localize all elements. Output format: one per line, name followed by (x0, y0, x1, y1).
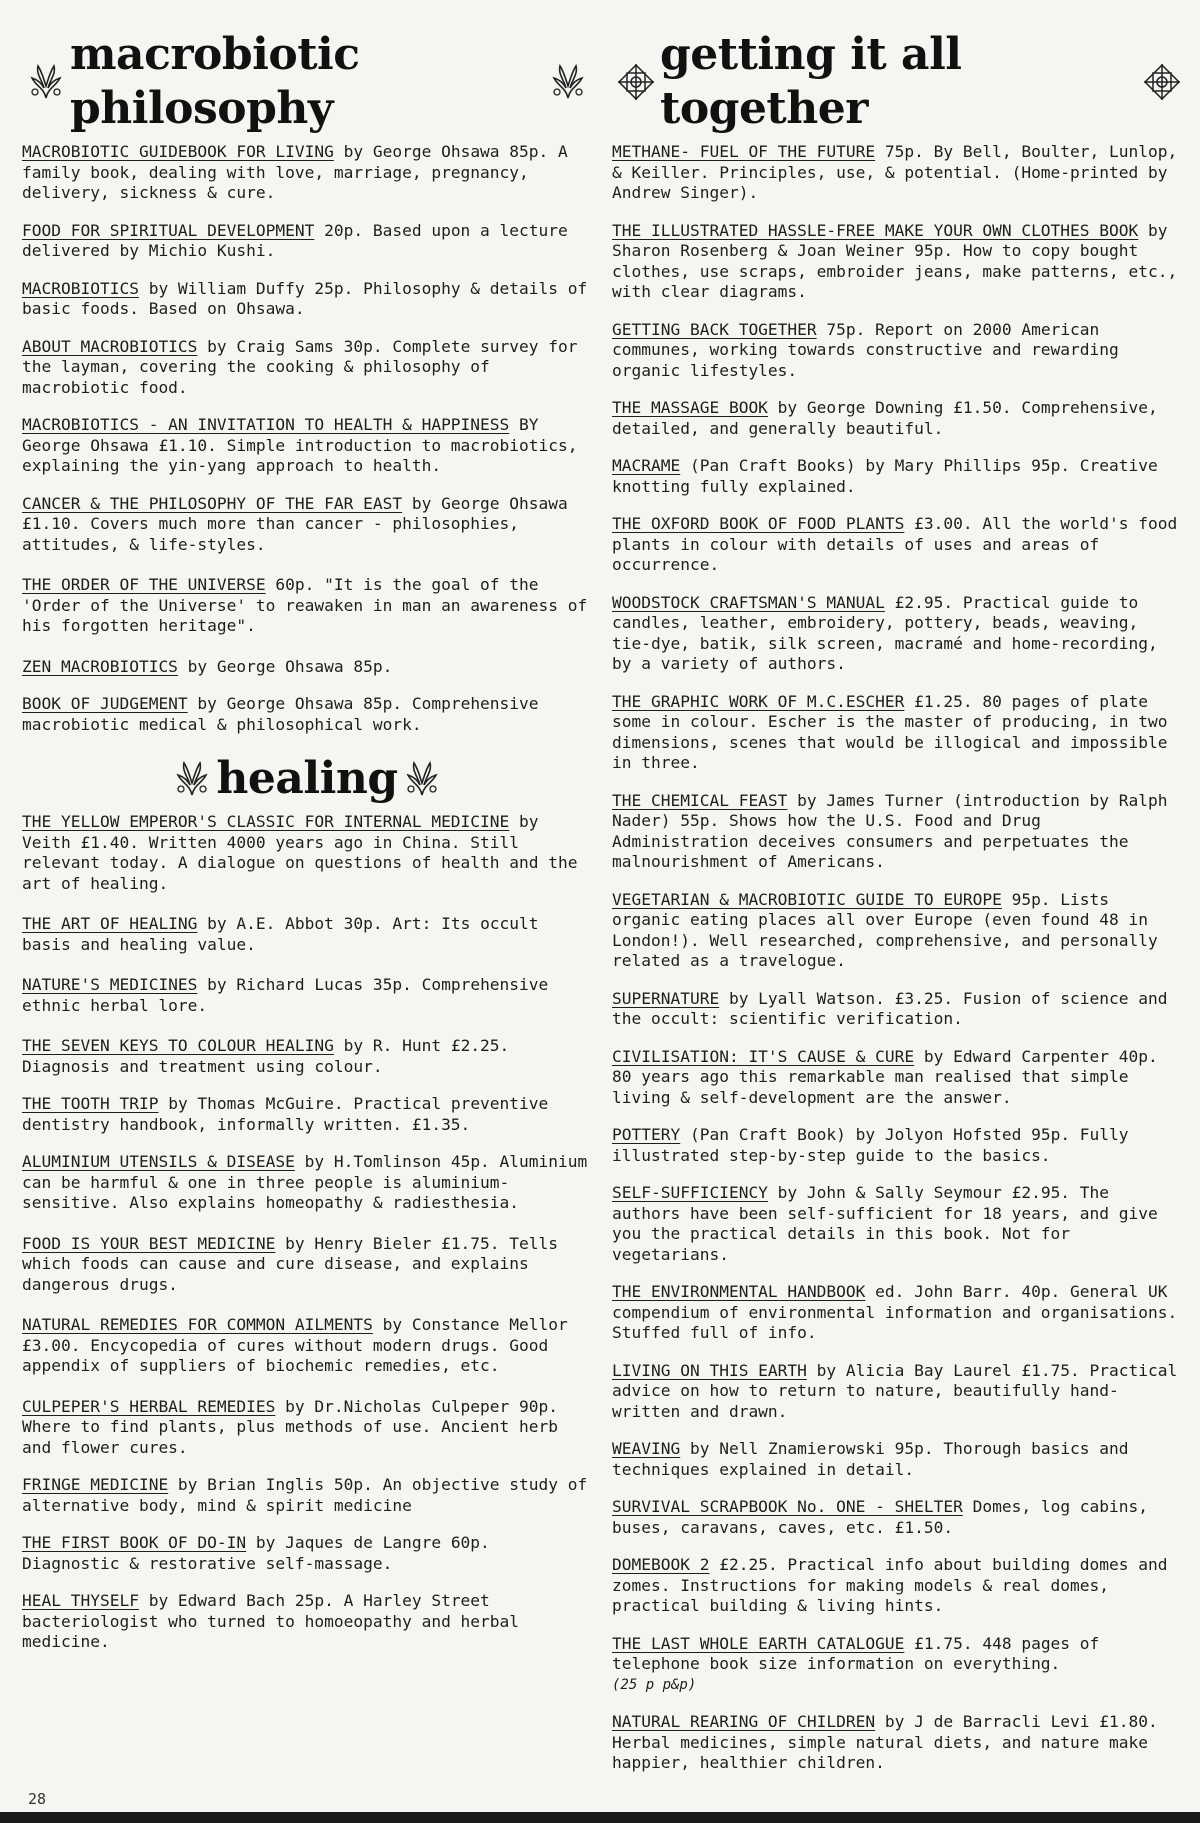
book-description: 75p. By Bell, Boulter, Lunlop, & Keiller. Principles, use, & potential. (Home-printed by Andrew Singer). (612, 142, 1178, 202)
book-title: DOMEBOOK 2 (612, 1555, 710, 1574)
book-title: METHANE- FUEL OF THE FUTURE (612, 142, 876, 161)
book-title: WOODSTOCK CRAFTSMAN'S MANUAL (612, 592, 885, 612)
book-entry (22, 1152, 592, 1214)
book-entry (22, 279, 592, 320)
book-title: THE SEVEN KEYS TO COLOUR HEALING (22, 1036, 334, 1055)
book-entry (22, 494, 592, 556)
book-description: by H.Tomlinson 45p. Aluminium can be harmful & one in three people is aluminium-sensitive. Also explains homeopathy & radiesthesia. (22, 1152, 588, 1212)
book-title: CANCER & THE PHILOSOPHY OF THE FAR EAST (22, 493, 403, 513)
book-description: by Veith £1.40. Written 4000 years ago in China. Still relevant today. A dialogue on questions of health and the art of healing. (22, 812, 578, 893)
book-entry (612, 1282, 1186, 1344)
star-flourish-icon (616, 62, 656, 102)
book-entry (612, 398, 1186, 439)
leaf-flourish-icon (548, 62, 588, 102)
book-title: THE ART OF HEALING (22, 914, 198, 933)
book-description: by A.E. Abbot 30p. Art: Its occult basis and healing value. (22, 914, 539, 954)
book-description: by Dr.Nicholas Culpeper 90p. Where to find plants, plus methods of use. Ancient herb and flower cures. (22, 1396, 559, 1457)
book-entry (612, 1634, 1186, 1696)
book-entry (22, 1397, 592, 1459)
bottom-border (0, 1812, 1200, 1823)
book-title: BOOK OF JUDGEMENT (22, 694, 188, 713)
book-title: THE TOOTH TRIP (22, 1094, 159, 1113)
star-flourish-icon (1142, 62, 1182, 102)
book-entry (612, 320, 1186, 382)
book-description: £2.95. Practical guide to candles, leather, embroidery, pottery, beads, weaving, tie-dye, batik, silk screen, macramé and home-recording, by a variety of authors. (612, 592, 1158, 673)
book-title: FRINGE MEDICINE (22, 1475, 169, 1494)
book-description: 75p. Report on 2000 American communes, working towards constructive and rewarding organic lifestyles. (612, 319, 1119, 380)
leaf-flourish-icon (402, 759, 442, 799)
book-description: by Sharon Rosenberg & Joan Weiner 95p. How to copy bought clothes, use scraps, embroider jeans, make patterns, etc., with clear diagrams. (612, 220, 1178, 301)
book-entry (612, 142, 1186, 204)
book-title: THE OXFORD BOOK OF FOOD PLANTS (612, 514, 905, 533)
book-title: THE GRAPHIC WORK OF M.C.ESCHER (612, 691, 905, 711)
book-description: (Pan Craft Book) by Jolyon Hofsted 95p. Fully illustrated step-by-step guide to the basics. (612, 1125, 1129, 1165)
section-heading-text: healing (216, 753, 398, 804)
book-title: THE LAST WHOLE EARTH CATALOGUE (612, 1633, 905, 1653)
book-entry (612, 890, 1186, 972)
book-entry (22, 221, 592, 262)
book-description: by George Ohsawa 85p. Comprehensive macrobiotic medical & philosophical work. (22, 694, 539, 734)
book-title: FOOD IS YOUR BEST MEDICINE (22, 1233, 276, 1253)
book-title: THE FIRST BOOK OF DO-IN (22, 1533, 247, 1552)
book-description: by John & Sally Seymour £2.95. The authors have been self-sufficient for 18 years, and give you the practical details in this book. Not for vegetarians. (612, 1183, 1158, 1264)
book-entry (22, 1315, 592, 1377)
book-title: THE MASSAGE BOOK (612, 398, 768, 417)
book-description: by Alicia Bay Laurel £1.75. Practical advice on how to return to nature, beautifully hand-written and drawn. (612, 1360, 1178, 1421)
book-description: £1.75. 448 pages of telephone book size information on everything. (612, 1633, 1100, 1673)
book-title: FOOD FOR SPIRITUAL DEVELOPMENT (22, 220, 315, 240)
left-column (22, 28, 592, 1670)
book-description: by J de Barracli Levi £1.80. Herbal medicines, simple natural diets, and nature make happier, healthier children. (612, 1712, 1158, 1772)
book-entry (22, 1036, 592, 1077)
book-title: GETTING BACK TOGETHER (612, 319, 817, 339)
macrobiotic-heading (22, 28, 592, 136)
book-title: THE YELLOW EMPEROR'S CLASSIC FOR INTERNAL MEDICINE (22, 812, 510, 831)
book-entry (22, 914, 592, 955)
book-entry (22, 1533, 592, 1574)
book-title: NATURAL REARING OF CHILDREN (612, 1712, 876, 1731)
book-title: MACROBIOTIC GUIDEBOOK FOR LIVING (22, 142, 334, 161)
book-description: by Craig Sams 30p. Complete survey for the layman, covering the cooking & philosophy of macrobiotic food. (22, 336, 578, 397)
book-title: ABOUT MACROBIOTICS (22, 336, 198, 356)
book-title: SUPERNATURE (612, 988, 720, 1008)
book-entry (22, 575, 592, 637)
page-number: 28 (28, 1790, 47, 1808)
book-entry (22, 812, 592, 894)
book-description: by Edward Carpenter 40p. 80 years ago this remarkable man realised that simple living & self-development are the answer. (612, 1046, 1158, 1107)
book-entry (612, 1712, 1186, 1774)
book-entry (22, 142, 592, 204)
book-description: 20p. Based upon a lecture delivered by Michio Kushi. (22, 220, 568, 260)
book-description: ed. John Barr. 40p. General UK compendium of environmental information and organisations. Stuffed full of info. (612, 1282, 1178, 1342)
book-description: by George Ohsawa 85p. A family book, dealing with love, marriage, pregnancy, delivery, sickness & cure. (22, 142, 568, 202)
book-description: by Lyall Watson. £3.25. Fusion of science and the occult: scientific verification. (612, 988, 1168, 1028)
together-heading (612, 28, 1186, 136)
section-heading-text: getting it all together (660, 29, 962, 134)
book-description: 60p. "It is the goal of the 'Order of the Universe' to reawaken in man an awareness of his forgotten heritage". (22, 575, 588, 635)
book-description: BY George Ohsawa £1.10. Simple introduction to macrobiotics, explaining the yin-yang approach to health. (22, 415, 578, 475)
book-entry (22, 1094, 592, 1135)
book-title: VEGETARIAN & MACROBIOTIC GUIDE TO EUROPE (612, 889, 1002, 909)
book-description: (Pan Craft Books) by Mary Phillips 95p. Creative knotting fully explained. (612, 456, 1158, 496)
book-title: MACROBIOTICS (22, 278, 139, 298)
healing-heading (22, 752, 592, 806)
book-title: SURVIVAL SCRAPBOOK No. ONE - SHELTER (612, 1497, 963, 1516)
book-entry (22, 1234, 592, 1296)
book-entry (22, 337, 592, 399)
book-entry (612, 221, 1186, 303)
book-entry (612, 593, 1186, 675)
book-entry (612, 989, 1186, 1030)
book-entry (612, 1497, 1186, 1538)
book-description: Domes, log cabins, buses, caravans, caves, etc. £1.50. (612, 1497, 1149, 1537)
book-entry (22, 694, 592, 735)
book-entry (612, 1439, 1186, 1480)
book-entry (612, 1361, 1186, 1423)
book-entry (612, 514, 1186, 576)
book-description: by Nell Znamierowski 95p. Thorough basics and techniques explained in detail. (612, 1439, 1129, 1479)
book-description: by Henry Bieler £1.75. Tells which foods can cause and cure disease, and explains dangerous drugs. (22, 1233, 559, 1294)
book-title: ALUMINIUM UTENSILS & DISEASE (22, 1152, 295, 1171)
book-entry (612, 1183, 1186, 1265)
book-description: 95p. Lists organic eating places all over Europe (even found 48 in London!). Well researched, comprehensive, and personally related as a travelogue. (612, 889, 1158, 970)
book-entry (612, 791, 1186, 873)
book-description: by Jaques de Langre 60p. Diagnostic & restorative self-massage. (22, 1533, 490, 1573)
book-entry (612, 1555, 1186, 1617)
book-title: CIVILISATION: IT'S CAUSE & CURE (612, 1046, 915, 1066)
book-title: HEAL THYSELF (22, 1591, 139, 1610)
leaf-flourish-icon (172, 759, 212, 799)
book-description: by George Downing £1.50. Comprehensive, detailed, and generally beautiful. (612, 398, 1158, 438)
right-column (612, 28, 1186, 1791)
book-title: NATURAL REMEDIES FOR COMMON AILMENTS (22, 1315, 373, 1334)
book-title: POTTERY (612, 1125, 681, 1144)
book-description: by George Ohsawa 85p. (177, 656, 393, 676)
book-description: by William Duffy 25p. Philosophy & details of basic foods. Based on Ohsawa. (22, 278, 588, 318)
book-entry (22, 415, 592, 477)
leaf-flourish-icon (26, 62, 66, 102)
book-description: by Edward Bach 25p. A Harley Street bacteriologist who turned to homoeopathy and herbal medicine. (22, 1591, 520, 1651)
book-title: ZEN MACROBIOTICS (22, 656, 178, 676)
book-title: CULPEPER'S HERBAL REMEDIES (22, 1396, 276, 1416)
book-title: WEAVING (612, 1439, 681, 1458)
book-description: by Constance Mellor £3.00. Encycopedia of cures without modern drugs. Good appendix of suppliers of biochemic remedies, etc. (22, 1315, 568, 1375)
book-description: by Thomas McGuire. Practical preventive dentistry handbook, informally written. £1.35. (22, 1094, 549, 1134)
book-entry (22, 1591, 592, 1653)
book-title: THE ENVIRONMENTAL HANDBOOK (612, 1282, 866, 1301)
book-description: by Richard Lucas 35p. Comprehensive ethnic herbal lore. (22, 975, 549, 1015)
book-title: MACROBIOTICS - AN INVITATION TO HEALTH & HAPPINESS (22, 415, 510, 434)
book-description: £3.00. All the world's food plants in colour with details of uses and areas of occurrence. (612, 514, 1178, 574)
book-entry (22, 657, 592, 678)
book-description: by Brian Inglis 50p. An objective study of alternative body, mind & spirit medicine (22, 1475, 588, 1515)
section-heading-text: macrobiotic philosophy (70, 29, 360, 134)
book-title: THE ILLUSTRATED HASSLE-FREE MAKE YOUR OWN CLOTHES BOOK (612, 220, 1139, 240)
book-title: THE ORDER OF THE UNIVERSE (22, 575, 266, 594)
book-title: LIVING ON THIS EARTH (612, 1360, 807, 1380)
book-title: NATURE'S MEDICINES (22, 975, 198, 994)
book-description: by James Turner (introduction by Ralph Nader) 55p. Shows how the U.S. Food and Drug Administration deceives consumers and perpetuates the malnourishment of Americans. (612, 790, 1168, 871)
book-entry (612, 1047, 1186, 1109)
book-description: £2.25. Practical info about building domes and zomes. Instructions for making models & real domes, practical building & living hints. (612, 1555, 1168, 1615)
book-entry (22, 1475, 592, 1516)
book-description: by George Ohsawa £1.10. Covers much more than cancer - philosophies, attitudes, & life-styles. (22, 493, 568, 554)
book-entry (612, 456, 1186, 497)
book-description: by R. Hunt £2.25. Diagnosis and treatment using colour. (22, 1036, 510, 1076)
book-entry (612, 692, 1186, 774)
book-title: SELF-SUFFICIENCY (612, 1183, 768, 1202)
book-entry (612, 1125, 1186, 1166)
book-title: MACRAME (612, 456, 681, 475)
book-description: £1.25. 80 pages of plate some in colour. Escher is the master of producing, in two dimensions, scenes that would be illogical and impossible in three. (612, 691, 1168, 772)
book-entry (22, 975, 592, 1016)
book-title: THE CHEMICAL FEAST (612, 790, 788, 810)
postage-note: (25 p p&p) (612, 1676, 697, 1693)
